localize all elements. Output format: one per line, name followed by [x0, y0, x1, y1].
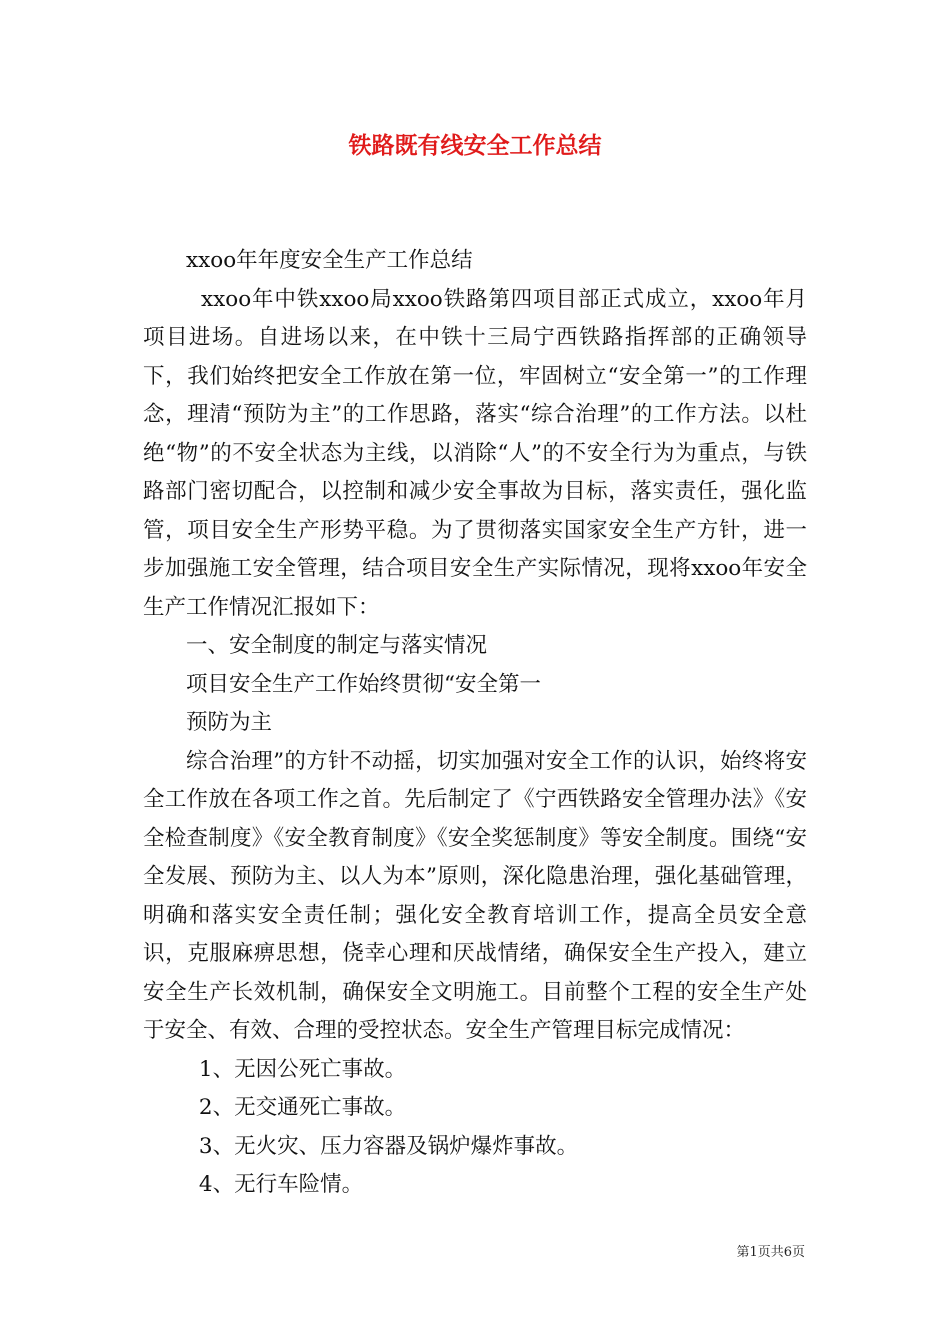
- document-subtitle: xxoo年年度安全生产工作总结: [186, 248, 473, 273]
- paragraph-policy: 综合治理”的方针不动摇，切实加强对安全工作的认识，始终将安全工作放在各项工作之首。先后制定了《宁西铁路安全管理办法》《安全检查制度》《安全教育制度》《安全奖惩制度》等安全制度。围绕“安全发展、预防为主、以人为本”原则，深化隐患治理，强化基础管理，明确和落实安全责任制；强化安全教育培训工作，提高全员安全意识，克服麻痹思想，侥幸心理和厌战情绪，确保安全生产投入，建立安全生产长效机制，确保安全文明施工。目前整个工程的安全生产处于安全、有效、合理的受控状态。安全生产管理目标完成情况：: [143, 748, 807, 1043]
- paragraph-intro: xxoo年中铁xxoo局xxoo铁路第四项目部正式成立，xxoo年月项目进场。自进场以来，在中铁十三局宁西铁路指挥部的正确领导下，我们始终把安全工作放在第一位，牢固树立“安全第一”的工作理念，理清“预防为主”的工作思路，落实“综合治理”的工作方法。以杜绝“物”的不安全状态为主线，以消除“人”的不安全行为为重点，与铁路部门密切配合，以控制和减少安全事故为目标，落实责任，强化监管，项目安全生产形势平稳。为了贯彻落实国家安全生产方针，进一步加强施工安全管理，结合项目安全生产实际情况，现将xxoo年安全生产工作情况汇报如下：: [143, 286, 807, 620]
- paragraph-line: 项目安全生产工作始终贯彻“安全第一: [186, 671, 541, 697]
- list-item: 3、无火灾、压力容器及锅炉爆炸事故。: [198, 1133, 579, 1159]
- list-item: 2、无交通死亡事故。: [198, 1095, 407, 1120]
- list-item: 4、无行车险情。: [198, 1172, 364, 1197]
- document-body: [143, 242, 807, 1205]
- list-item: 1、无因公死亡事故。: [198, 1056, 407, 1082]
- paragraph-line: 预防为主: [186, 710, 273, 735]
- section-heading-1: 一、安全制度的制定与落实情况: [186, 633, 488, 658]
- page-number: 第1页共6页: [736, 1245, 805, 1260]
- document-title: 铁路既有线安全工作总结: [348, 133, 602, 159]
